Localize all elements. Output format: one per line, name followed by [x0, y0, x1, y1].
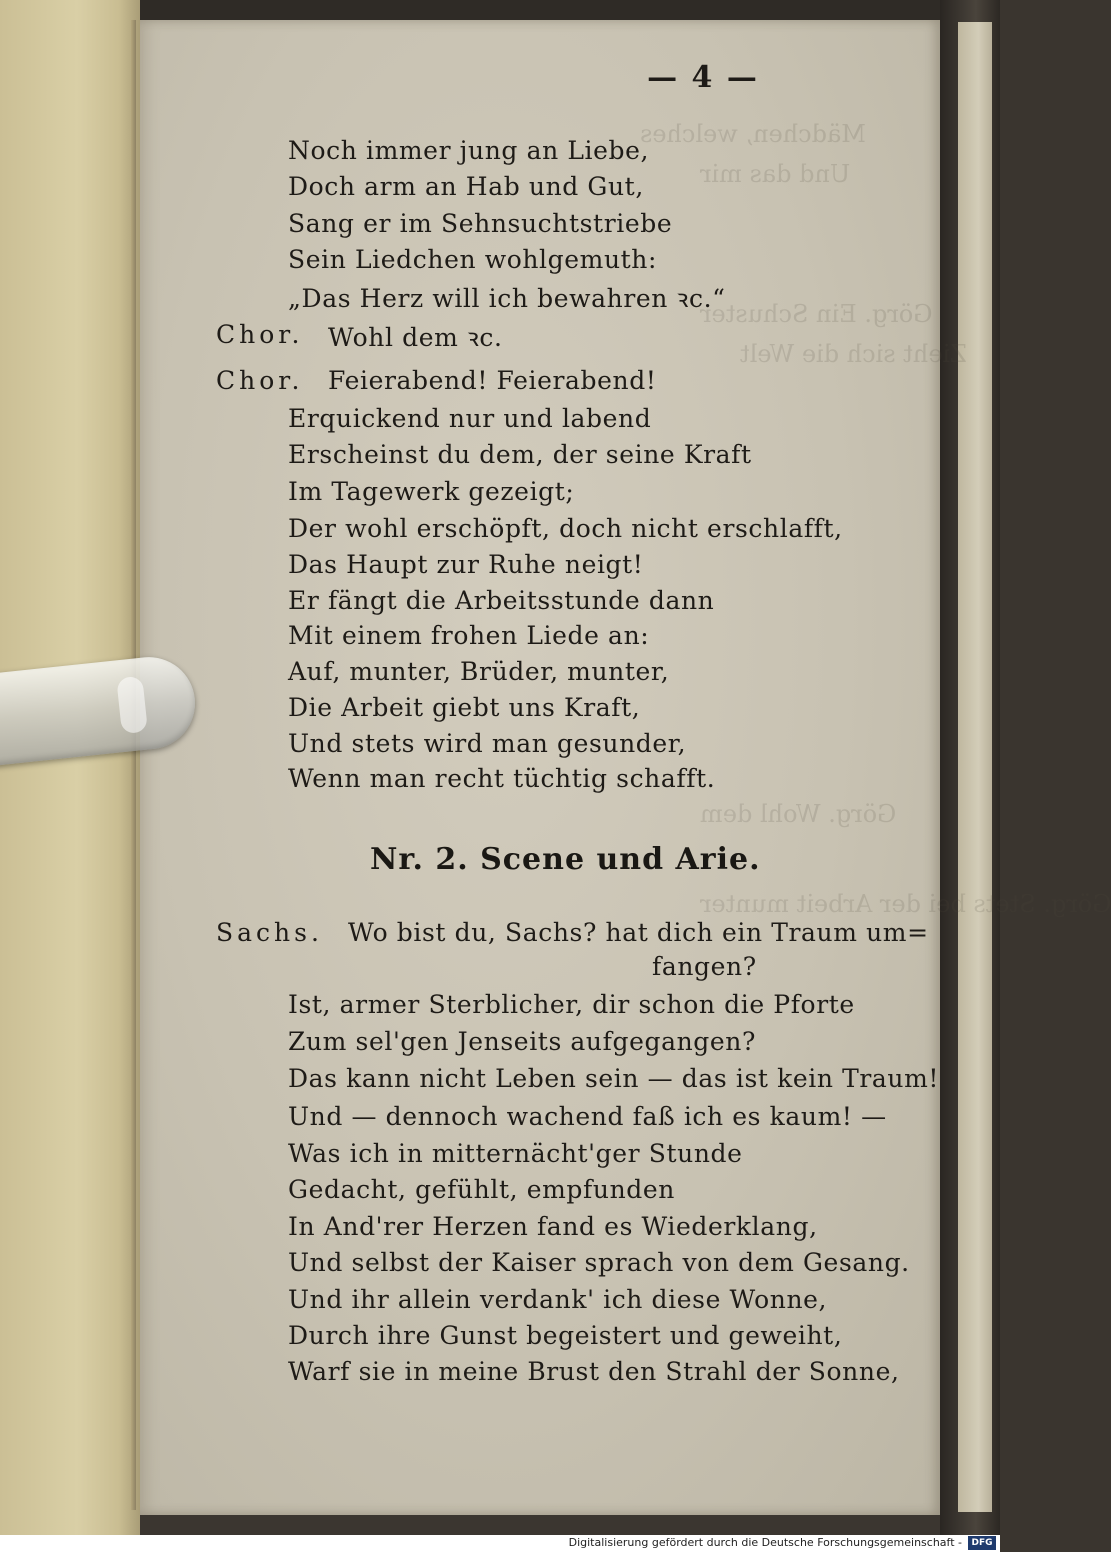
verse-line: Warf sie in meine Brust den Strahl der Sonne, — [288, 1357, 900, 1386]
verse-line: Der wohl erschöpft, doch nicht erschlafft, — [288, 514, 843, 543]
clip-highlight — [116, 676, 148, 734]
show-through-3: Görg. Ein Schuster — [700, 300, 933, 328]
verse-line: Sein Liedchen wohlgemuth: — [288, 245, 658, 274]
verse-line: Und selbst der Kaiser sprach von dem Gesang. — [288, 1248, 910, 1277]
verse-line: „Das Herz will ich bewahren ꝛc.“ — [288, 284, 726, 313]
verse-line: fangen? — [652, 952, 757, 981]
verse-line: Auf, munter, Brüder, munter, — [288, 657, 670, 686]
next-page-sliver — [958, 22, 992, 1512]
verse-line: Das kann nicht Leben sein — das ist kein Traum! — [288, 1064, 940, 1093]
verse-line: Und ihr allein verdank' ich diese Wonne, — [288, 1285, 828, 1314]
verse-line: Das Haupt zur Ruhe neigt! — [288, 550, 644, 579]
verse-line: Erscheinst du dem, der seine Kraft — [288, 440, 752, 469]
show-through-4: Zieht sich die Welt — [740, 340, 967, 368]
verse-line: Wo bist du, Sachs? hat dich ein Traum um= — [348, 918, 929, 947]
book-spine-line — [131, 20, 136, 1510]
verse-line: Durch ihre Gunst begeistert und geweiht, — [288, 1321, 843, 1350]
speaker-label: Sachs. — [216, 918, 323, 947]
show-through-5: Görg. Wohl dem — [700, 800, 897, 828]
funding-credit: Digitalisierung gefördert durch die Deutsche Forschungsgemeinschaft - — [568, 1536, 962, 1549]
verse-line: Doch arm an Hab und Gut, — [288, 172, 644, 201]
verse-line: Und — dennoch wachend faß ich es kaum! — — [288, 1102, 887, 1131]
verse-line: Sang er im Sehnsuchtstriebe — [288, 209, 673, 238]
verse-line: Ist, armer Sterblicher, dir schon die Pforte — [288, 990, 855, 1019]
verse-line: Und stets wird man gesunder, — [288, 729, 687, 758]
verse-line: Die Arbeit giebt uns Kraft, — [288, 693, 641, 722]
verse-line: Im Tagewerk gezeigt; — [288, 477, 575, 506]
book-cover-edge — [0, 0, 140, 1535]
speaker-label: Chor. — [216, 320, 304, 349]
speaker-label: Chor. — [216, 366, 304, 395]
verse-line: Er fängt die Arbeitsstunde dann — [288, 586, 715, 615]
verse-line: Mit einem frohen Liede an: — [288, 621, 650, 650]
verse-line: Erquickend nur und labend — [288, 404, 652, 433]
verse-line: In And'rer Herzen fand es Wiederklang, — [288, 1212, 818, 1241]
section-heading: Nr. 2. Scene und Arie. — [370, 842, 761, 877]
dfg-logo: DFG — [968, 1536, 996, 1550]
verse-line: Feierabend! Feierabend! — [328, 366, 657, 395]
verse-line: Wenn man recht tüchtig schafft. — [288, 764, 716, 793]
verse-line: Was ich in mitternächt'ger Stunde — [288, 1139, 743, 1168]
verse-line: Wohl dem ꝛc. — [328, 323, 503, 352]
footer-bar — [0, 1535, 1000, 1552]
show-through-6: Görg. Stets bei der Arbeit munter — [700, 890, 1111, 918]
verse-line: Noch immer jung an Liebe, — [288, 136, 650, 165]
verse-line: Zum sel'gen Jenseits aufgegangen? — [288, 1027, 756, 1056]
page-number: — 4 — — [647, 60, 759, 95]
book-page — [140, 20, 1111, 1515]
verse-line: Gedacht, gefühlt, empfunden — [288, 1175, 675, 1204]
show-through-2: Und das mir — [700, 160, 851, 188]
show-through-1: Mädchen, welches — [640, 120, 866, 148]
